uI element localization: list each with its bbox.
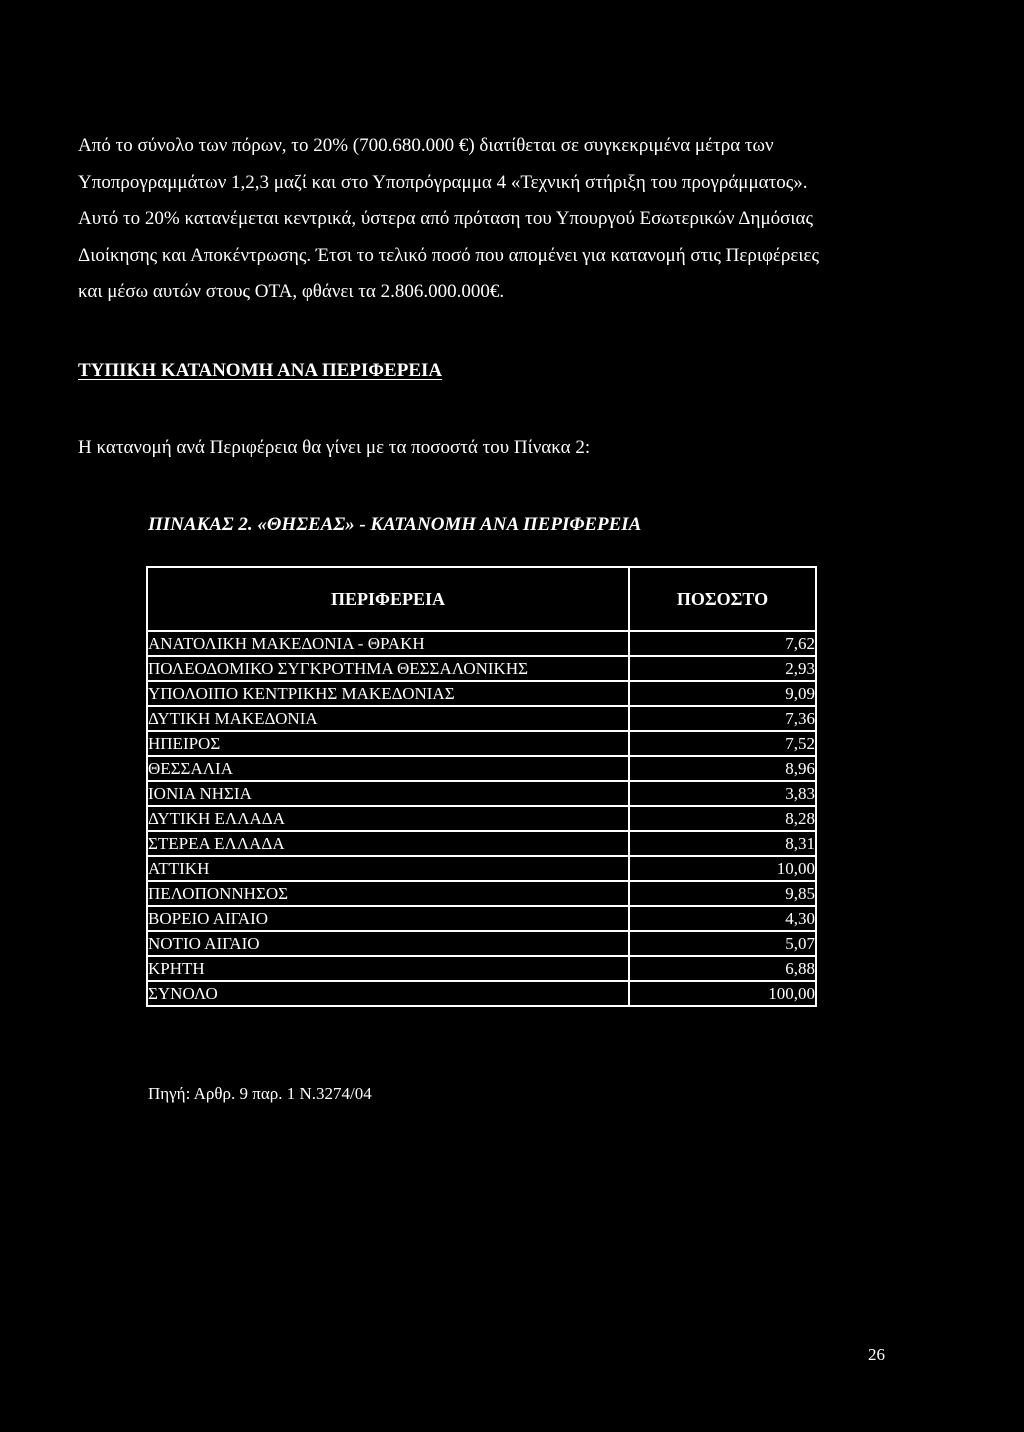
- region-cell: ΒΟΡΕΙΟ ΑΙΓΑΙΟ: [147, 906, 629, 931]
- table-row: [147, 931, 816, 956]
- table-row: [147, 981, 816, 1006]
- region-cell: ΔΥΤΙΚΗ ΜΑΚΕΔΟΝΙΑ: [147, 706, 629, 731]
- percentage-cell: 10,00: [629, 856, 816, 881]
- table-row: [147, 956, 816, 981]
- percentage-cell: 2,93: [629, 656, 816, 681]
- table-row: [147, 756, 816, 781]
- paragraph-line: και μέσω αυτών στους ΟΤΑ, φθάνει τα 2.806.000.000€.: [78, 281, 505, 302]
- percentage-cell: 100,00: [629, 981, 816, 1006]
- region-cell: ΑΤΤΙΚΗ: [147, 856, 629, 881]
- percentage-cell: 7,52: [629, 731, 816, 756]
- region-cell: ΣΤΕΡΕΑ ΕΛΛΑΔΑ: [147, 831, 629, 856]
- region-cell: ΔΥΤΙΚΗ ΕΛΛΑΔΑ: [147, 806, 629, 831]
- intro-text: Η κατανομή ανά Περιφέρεια θα γίνει με τα ποσοστά του Πίνακα 2:: [78, 437, 591, 458]
- section-heading: ΤΥΠΙΚΗ ΚΑΤΑΝΟΜΗ ΑΝΑ ΠΕΡΙΦΕΡΕΙΑ: [78, 360, 443, 381]
- region-cell: ΣΥΝΟΛΟ: [147, 981, 629, 1006]
- table-row: [147, 906, 816, 931]
- percentage-cell: 8,96: [629, 756, 816, 781]
- page-number: 26: [868, 1345, 885, 1364]
- percentage-cell: 9,85: [629, 881, 816, 906]
- region-cell: ΥΠΟΛΟΙΠΟ ΚΕΝΤΡΙΚΗΣ ΜΑΚΕΔΟΝΙΑΣ: [147, 681, 629, 706]
- percentage-cell: 3,83: [629, 781, 816, 806]
- paragraph-line: Αυτό το 20% κατανέμεται κεντρικά, ύστερα από πρόταση του Υπουργού Εσωτερικών Δημόσιας: [78, 208, 813, 229]
- region-cell: ΘΕΣΣΑΛΙΑ: [147, 756, 629, 781]
- region-cell: ΚΡΗΤΗ: [147, 956, 629, 981]
- table-row: [147, 881, 816, 906]
- region-cell: ΙΟΝΙΑ ΝΗΣΙΑ: [147, 781, 629, 806]
- paragraph-line: Υποπρογραμμάτων 1,2,3 μαζί και στο Υποπρόγραμμα 4 «Τεχνική στήριξη του προγράμματος».: [78, 171, 808, 193]
- region-cell: ΠΕΛΟΠΟΝΝΗΣΟΣ: [147, 881, 629, 906]
- table-row: [147, 731, 816, 756]
- table-header-row: [147, 567, 816, 631]
- paragraph-line: Διοίκησης και Αποκέντρωσης. Έτσι το τελικό ποσό που απομένει για κατανομή στις Περιφέρειες: [78, 244, 819, 266]
- percentage-cell: 7,62: [629, 631, 816, 656]
- region-cell: ΝΟΤΙΟ ΑΙΓΑΙΟ: [147, 931, 629, 956]
- distribution-table: [146, 566, 817, 1007]
- region-cell: ΠΟΛΕΟΔΟΜΙΚΟ ΣΥΓΚΡΟΤΗΜΑ ΘΕΣΣΑΛΟΝΙΚΗΣ: [147, 656, 629, 681]
- header-percentage: ΠΟΣΟΣΤΟ: [629, 567, 816, 631]
- table-body: [147, 631, 816, 1006]
- percentage-cell: 5,07: [629, 931, 816, 956]
- percentage-cell: 8,28: [629, 806, 816, 831]
- percentage-cell: 8,31: [629, 831, 816, 856]
- percentage-cell: 6,88: [629, 956, 816, 981]
- percentage-cell: 4,30: [629, 906, 816, 931]
- percentage-cell: 9,09: [629, 681, 816, 706]
- table-row: [147, 831, 816, 856]
- source-note: Πηγή: Αρθρ. 9 παρ. 1 Ν.3274/04: [148, 1084, 372, 1103]
- paragraph-line: Από το σύνολο των πόρων, το 20% (700.680.000 €) διατίθεται σε συγκεκριμένα μέτρα των: [78, 135, 774, 156]
- region-cell: ΑΝΑΤΟΛΙΚΗ ΜΑΚΕΔΟΝΙΑ - ΘΡΑΚΗ: [147, 631, 629, 656]
- percentage-cell: 7,36: [629, 706, 816, 731]
- table-row: [147, 706, 816, 731]
- table-row: [147, 656, 816, 681]
- table-row: [147, 681, 816, 706]
- table-row: [147, 806, 816, 831]
- body-paragraph: [78, 128, 898, 311]
- table-row: [147, 781, 816, 806]
- table-row: [147, 856, 816, 881]
- region-cell: ΗΠΕΙΡΟΣ: [147, 731, 629, 756]
- header-region: ΠΕΡΙΦΕΡΕΙΑ: [147, 567, 629, 631]
- table-row: [147, 631, 816, 656]
- table-title: ΠΙΝΑΚΑΣ 2. «ΘΗΣΕΑΣ» - ΚΑΤΑΝΟΜΗ ΑΝΑ ΠΕΡΙΦΕΡΕΙΑ: [148, 514, 642, 535]
